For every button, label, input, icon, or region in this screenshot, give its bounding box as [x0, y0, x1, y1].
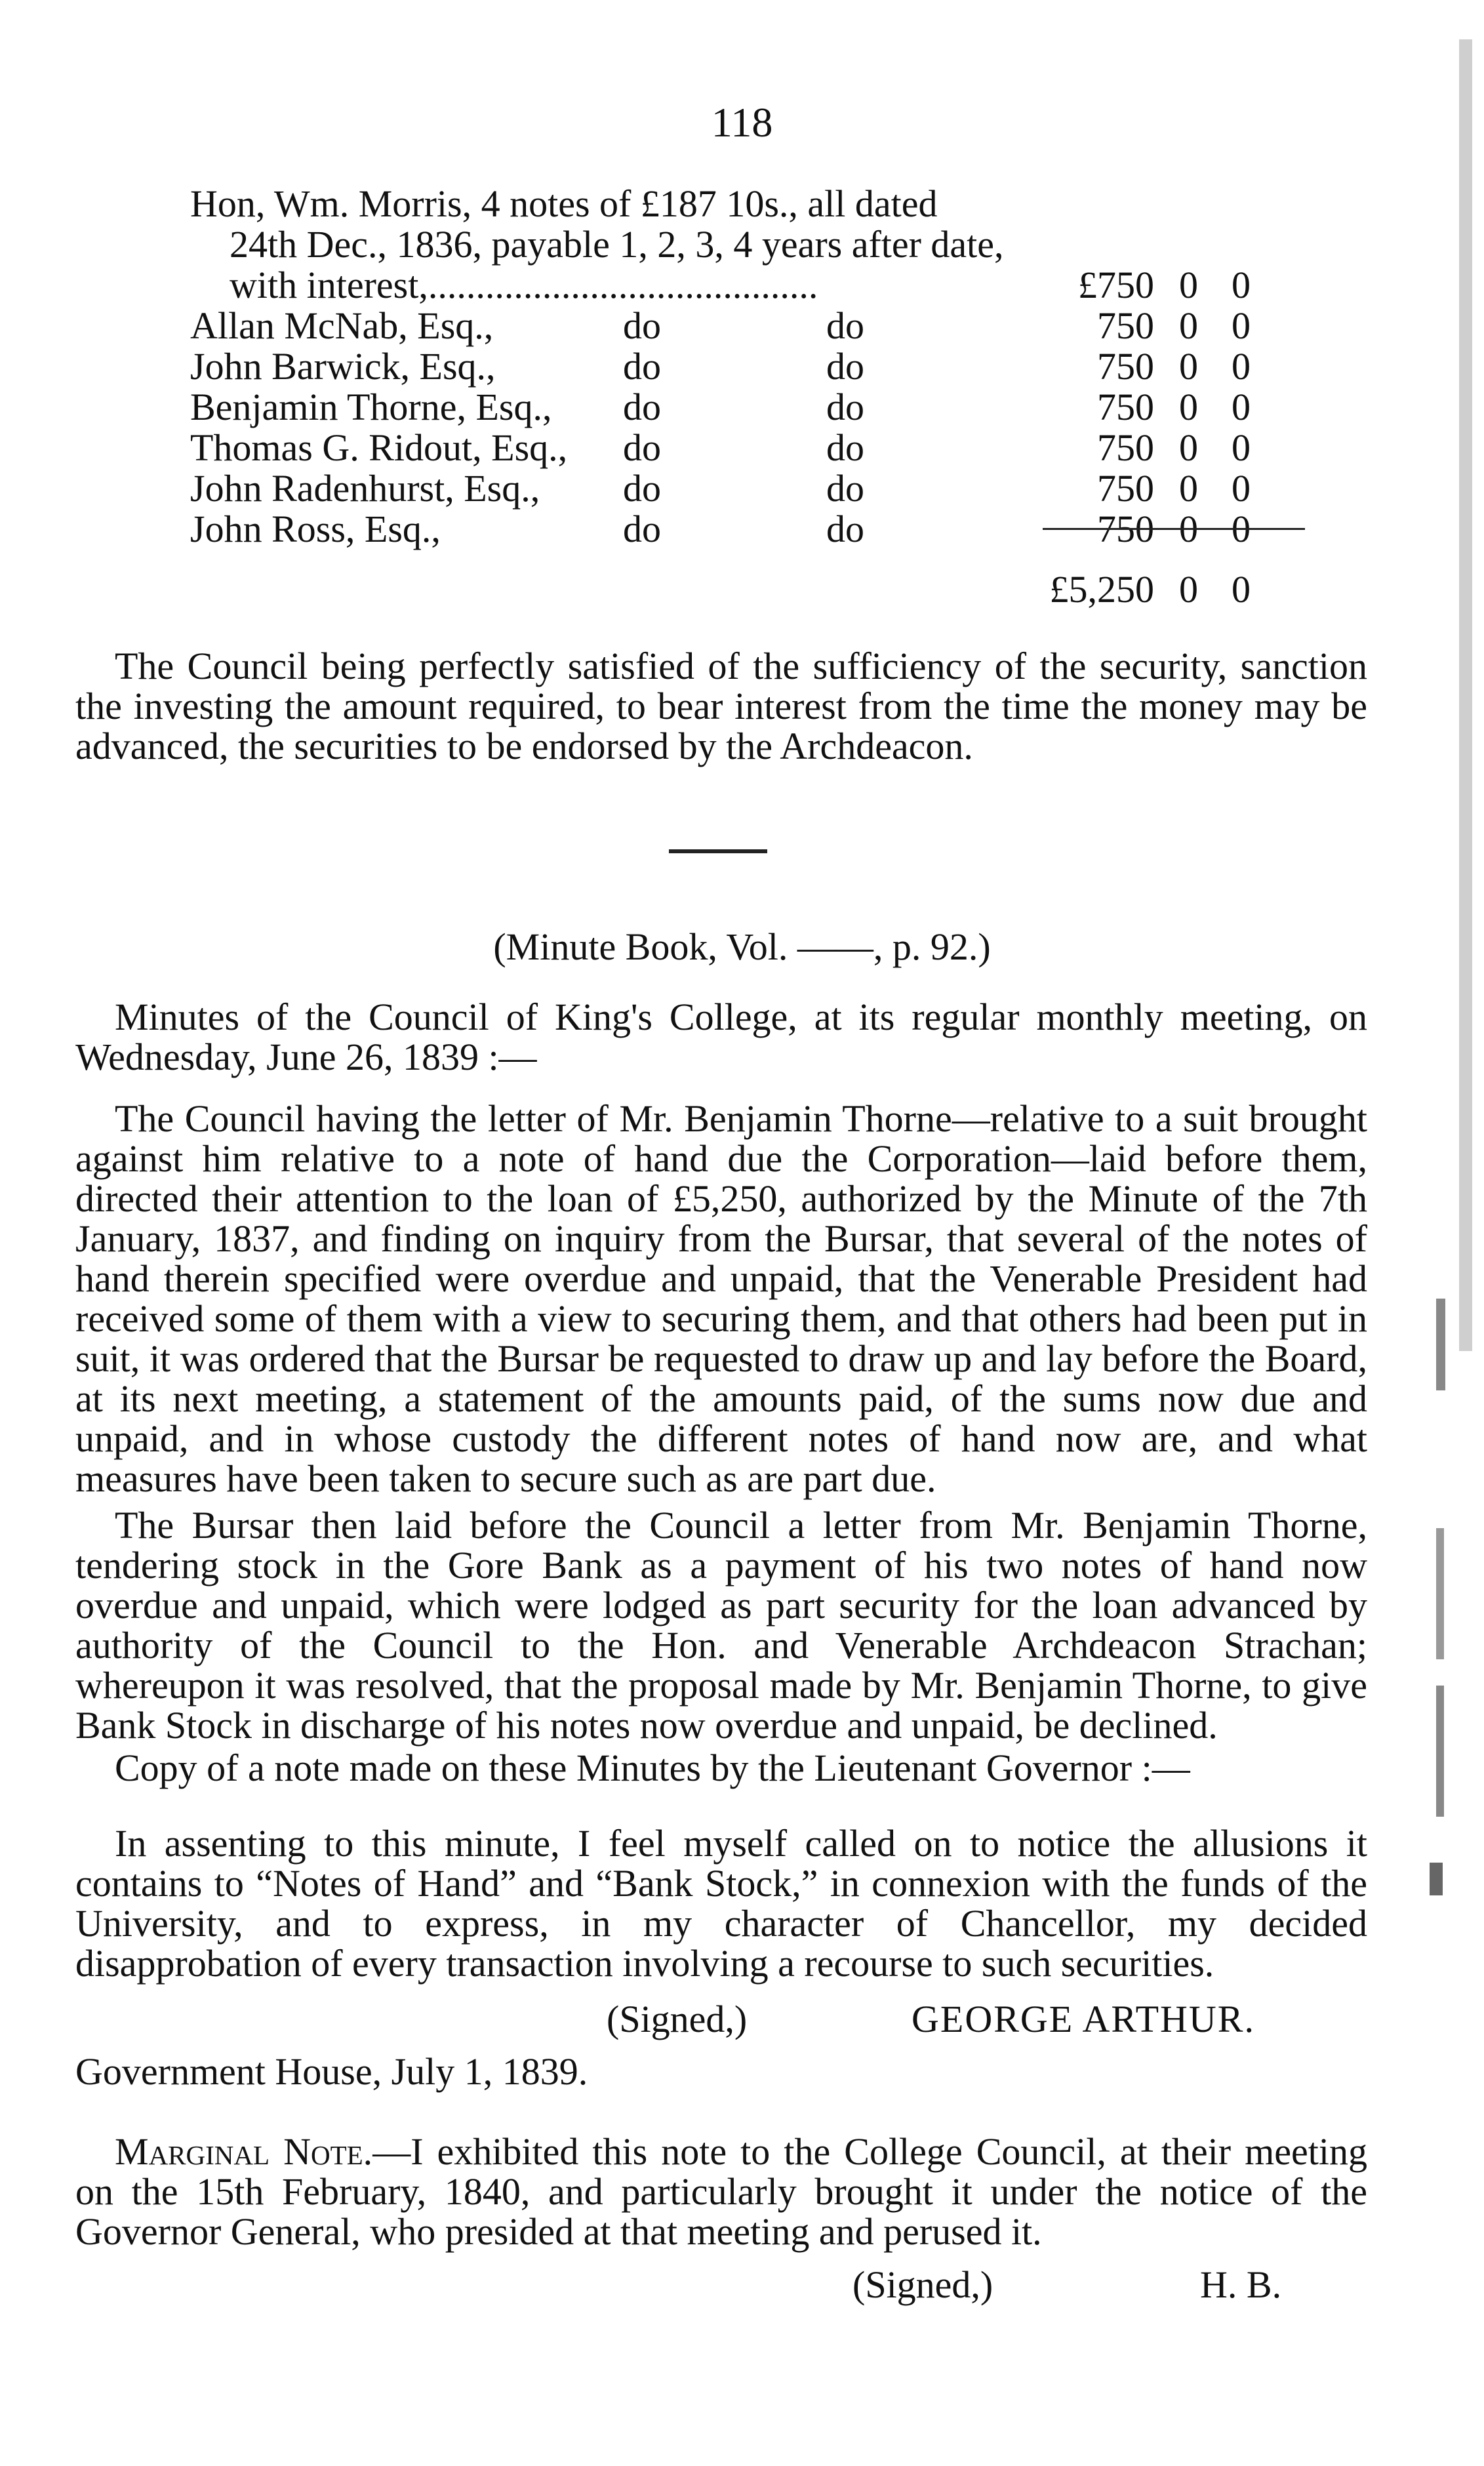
scan-mark	[1436, 1299, 1445, 1390]
ledger-row: Benjamin Thorne, Esq., do do 750 0 0	[190, 386, 1251, 428]
scan-mark	[1436, 1528, 1444, 1659]
bursar-paragraph: The Bursar then laid before the Council a letter from Mr. Benjamin Thorne, tendering stock in the Gore Bank as a payment of his two notes of hand now overdue and unpaid, which were lodged as part security for the loan advanced by authority of the Council to the Hon. and Venerable Archdeacon Strachan; whereupon it was resolved, that the proposal made by Mr. Benjamin Thorne, to give Bank Stock in discharge of his notes now overdue and unpaid, be declined.	[75, 1504, 1367, 1747]
ledger-amount: £750	[1078, 264, 1154, 306]
minutes-intro: Minutes of the Council of King's College, at its regular monthly meeting, on Wednesday, June 26, 1839 :—	[75, 996, 1367, 1078]
section-divider	[669, 849, 767, 853]
assent-paragraph: In assenting to this minute, I feel myself called on to notice the allusions it contains to “Notes of Hand” and “Bank Stock,” in connexion with the funds of the University, and to express, in my character of Chancellor, my decided disapprobation of every transaction involving a recourse to such securities.	[75, 1822, 1367, 1985]
ledger-row: John Ross, Esq., do do 750 0 0	[190, 508, 1251, 550]
scan-mark	[1436, 1686, 1444, 1817]
ledger-lead-line: with interest,......................................... £750 0 0	[230, 264, 1251, 306]
page-number: 118	[711, 99, 773, 146]
government-house-line: Government House, July 1, 1839.	[75, 2050, 588, 2093]
ledger-total: £5,250 0 0	[1049, 568, 1251, 611]
binding-edge	[1459, 39, 1472, 1351]
ledger-row: John Barwick, Esq., do do 750 0 0	[190, 345, 1251, 388]
minute-reference: (Minute Book, Vol. ——, p. 92.)	[493, 925, 991, 968]
total-rule	[1043, 528, 1305, 530]
ledger-lead-line: Hon, Wm. Morris, 4 notes of £187 10s., all dated	[190, 182, 938, 225]
ledger-row: Thomas G. Ridout, Esq., do do 750 0 0	[190, 426, 1251, 469]
ledger-lead-line: 24th Dec., 1836, payable 1, 2, 3, 4 years after date,	[230, 223, 1004, 266]
marginal-note: Marginal Note.—I exhibited this note to the College Council, at their meeting on the 15th February, 1840, and particularly brought it under the notice of the Governor General, who presided at that meeting and perused it.	[75, 2130, 1367, 2253]
letter-paragraph: The Council having the letter of Mr. Benjamin Thorne—relative to a suit brought against him relative to a note of hand due the Corporation—laid before them, directed their attention to the loan of £5,250, authorized by the Minute of the 7th January, 1837, and finding on inquiry from the Bursar, that several of the notes of hand therein specified were overdue and unpaid, that the Venerable President had received some of them with a view to securing them, and that others had been put in suit, it was ordered that the Bursar be requested to draw up and lay before the Board, at its next meeting, a statement of the amounts paid, of the sums now due and unpaid, and in whose custody the different notes of hand now are, and what measures have been taken to secure such as are part due.	[75, 1097, 1367, 1500]
copy-note-line: Copy of a note made on these Minutes by the Lieutenant Governor :—	[115, 1747, 1190, 1789]
ledger-row: Allan McNab, Esq., do do 750 0 0	[190, 304, 1251, 347]
council-paragraph: The Council being perfectly satisfied of the sufficiency of the security, sanction the investing the amount required, to bear interest from the time the money may be advanced, the securities to be endorsed by the Archdeacon.	[75, 645, 1367, 767]
scan-mark	[1430, 1863, 1443, 1895]
ledger-row: John Radenhurst, Esq., do do 750 0 0	[190, 467, 1251, 510]
signature-name: GEORGE ARTHUR.	[912, 1998, 1255, 2040]
loan-ledger	[184, 184, 1298, 610]
signed-label: (Signed,)	[607, 1998, 748, 2040]
marginal-note-label: Marginal Note.	[115, 2130, 373, 2173]
signature-initials: H. B.	[1200, 2263, 1282, 2306]
signed-label: (Signed,)	[852, 2263, 993, 2306]
